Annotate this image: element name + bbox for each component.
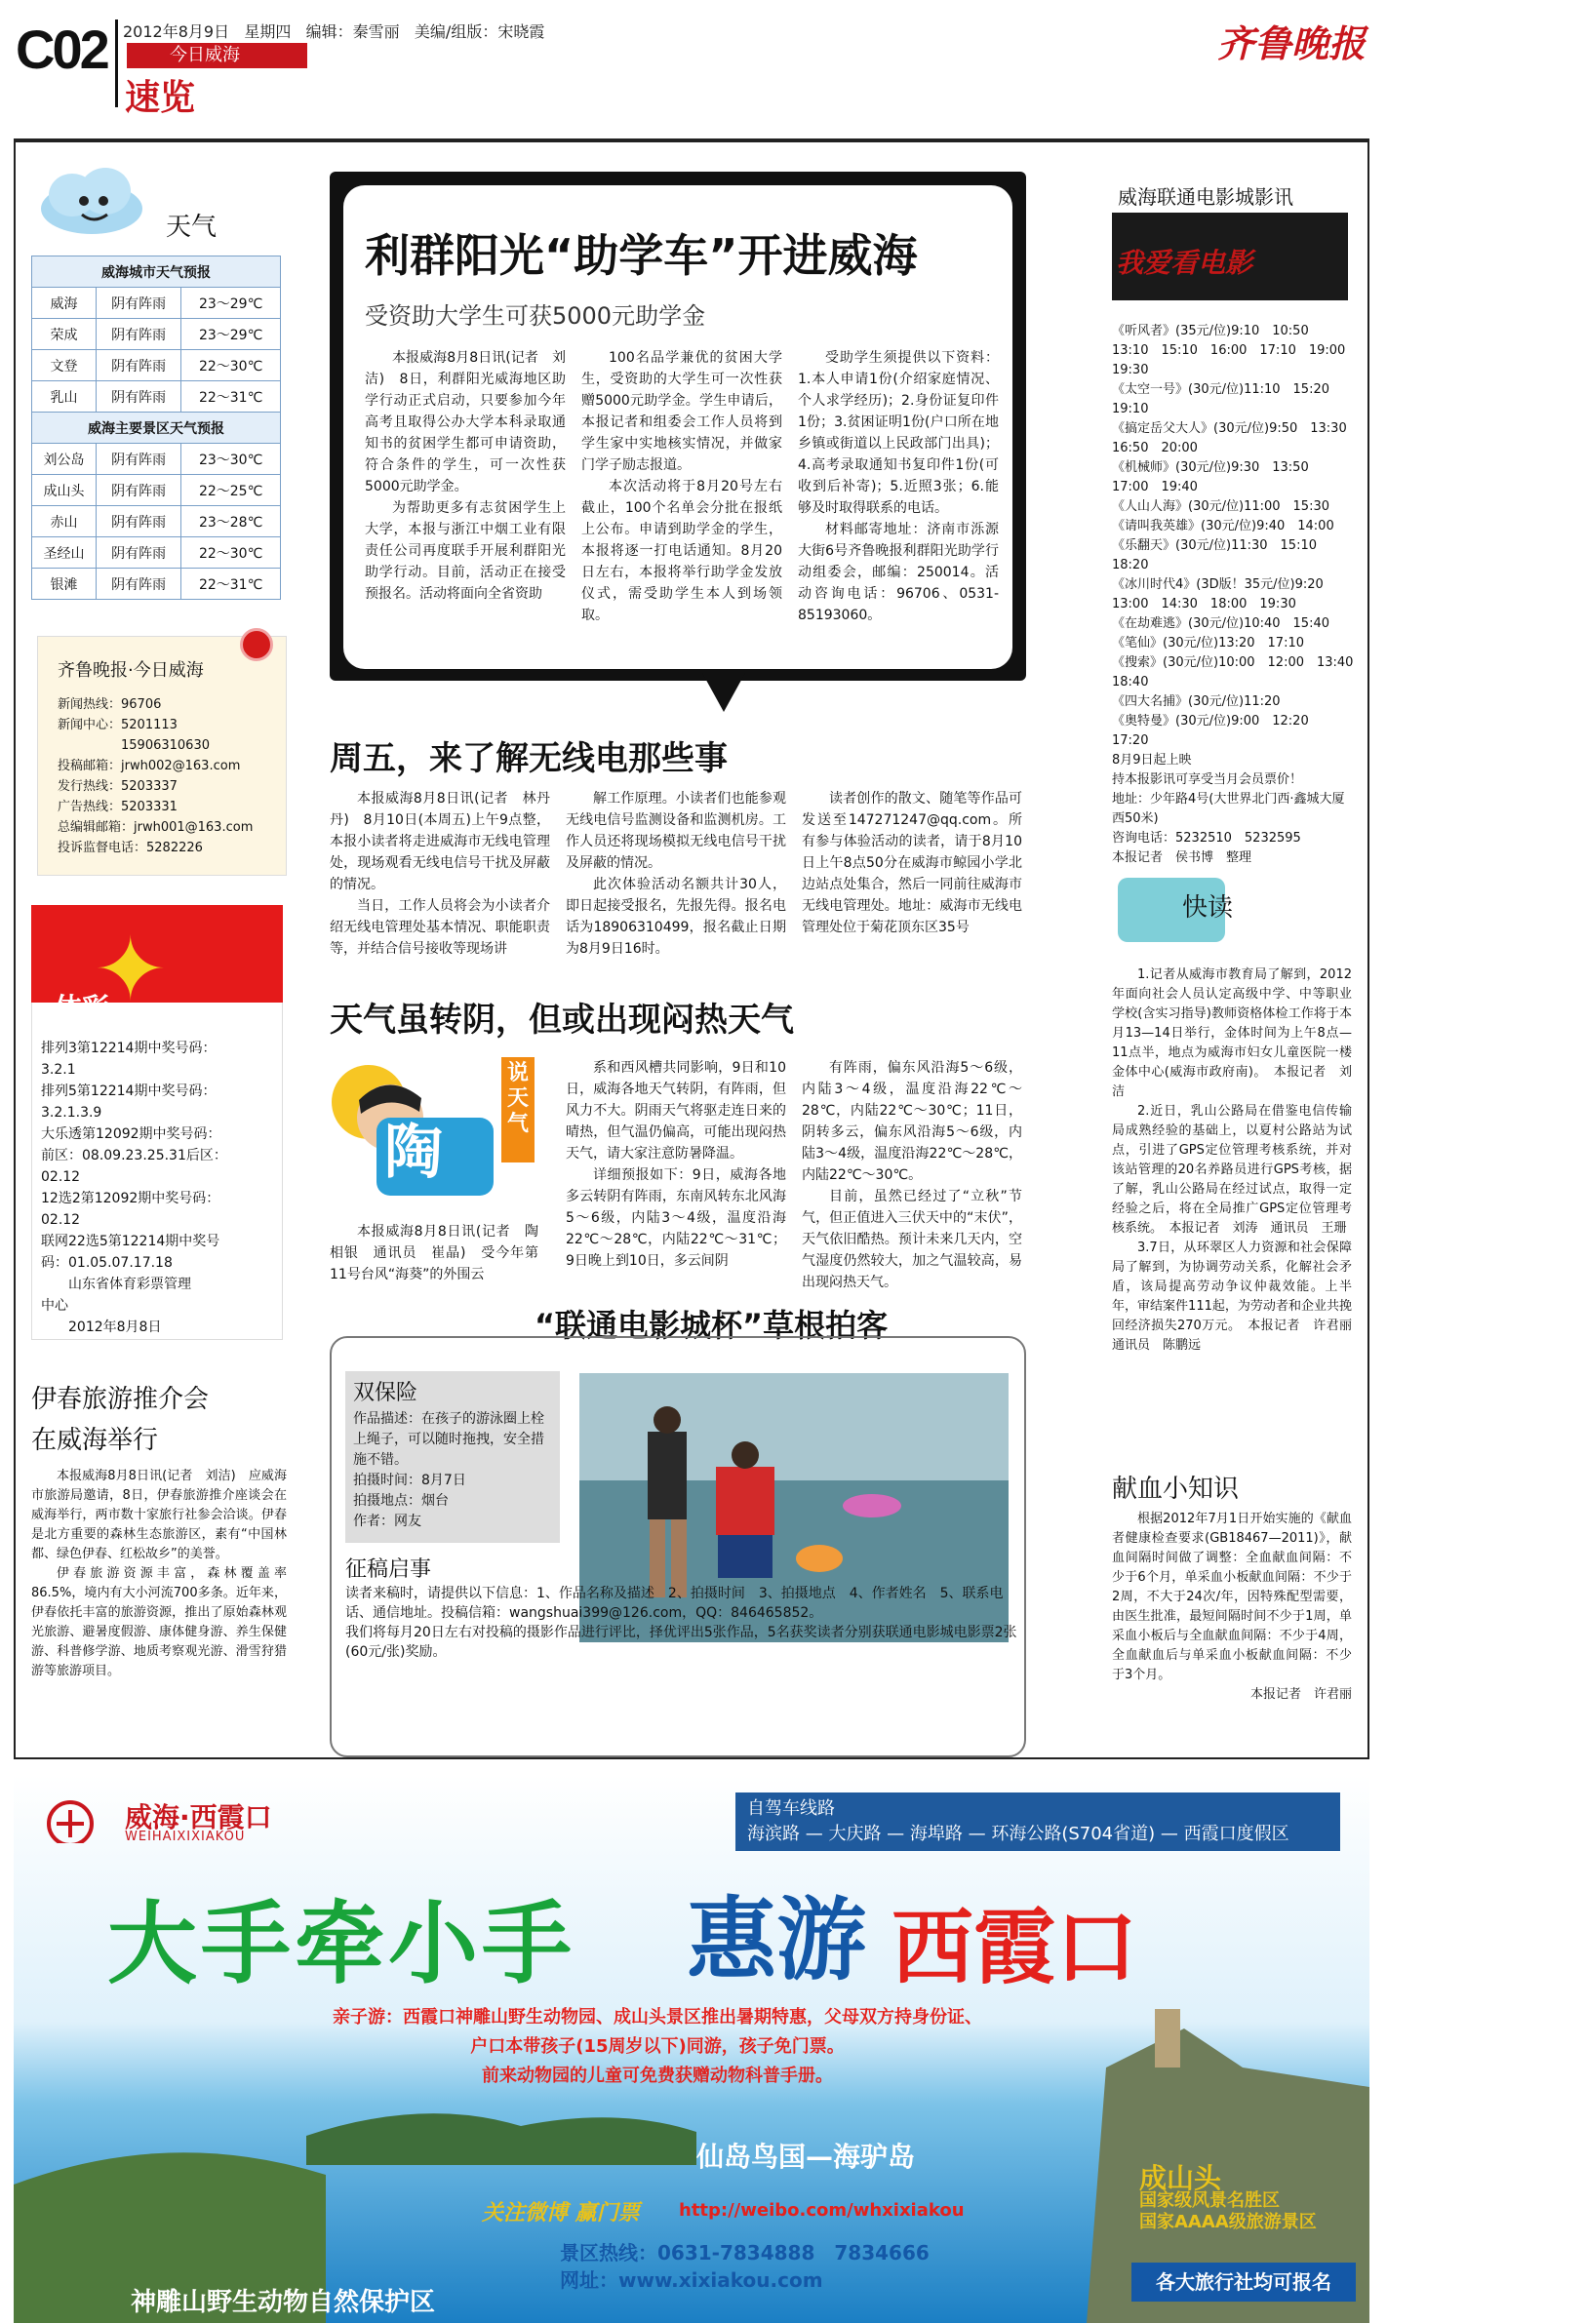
blood-title: 献血小知识 [1112,1475,1240,1504]
cinema-banner [1112,213,1348,300]
section-tag: 今日威海 [127,43,307,68]
pushpin-icon [240,628,273,661]
list-item: 《搞定岳父大人》(30元/位)9:50 13:30 16:50 20:00 [1112,421,1360,455]
weather-title: 天气 [166,213,218,242]
radio-col-3: 读者创作的散文、随笔等作品可发送至147271247@qq.com。所有参与体验活动的读者，请于8月10日上午8点50分在威海市鲸园小学北边站点处集合，然后一同前往威海市无线电管理处。地址：威海市无线电管理处位于菊花顶东区35号 [802,791,1022,935]
hot-col-2: 系和西风槽共同影响，9日和10日，威海各地天气转阴，有阵雨，但风力不大。阴雨天气将驱走连日来的晴热，但气温仍偏高，可能出现闷热天气，请大家注意防暑降温。 详细预报如下：9日，威海各地多云转阴有阵雨，东南风转东北风海5～6级，内陆3～4级，温度沿海22℃～28℃，内陆22℃～31℃；9日晚上到10日，多云间阴 [566,1060,786,1269]
lead-subtitle: 受资助大学生可获5000元助学金 [365,302,706,330]
column-tag: 说天气 [501,1057,535,1162]
ad-website[interactable]: 网址：www.xixiakou.com [560,2268,823,2292]
ad-travel: 各大旅行社均可报名 [1131,2263,1356,2302]
hot-col-3: 有阵雨，偏东风沿海5～6级，内陆3～4级，温度沿海22℃～28℃，内陆22℃～30℃；11日，阴转多云，偏东风沿海5～6级，内陆3～4级，温度沿海22℃～28℃，内陆22℃～30℃。 目前，虽然已经过了“立秋”节气，但正值进入三伏天中的“末伏”，天气依旧酷热。预计未来几天内，空气湿度仍然较大，加之气温较高，易出现闷热天气。 [802,1060,1022,1290]
header-meta [123,20,544,42]
header-editor: 编辑：秦雪丽 [305,22,400,41]
contacts-title: 齐鲁晚报·今日威海 [58,660,204,681]
ad-brand-en: WEIHAIXIXIAKOU [125,1830,246,1844]
table-row: 荣成 阴有阵雨 23～29℃ [32,319,281,350]
table-row: 银滩 阴有阵雨 22～31℃ [32,569,281,600]
header-weekday: 星期四 [244,22,292,41]
blood-body: 根据2012年7月1日开始实施的《献血者健康检查要求(GB18467—2011)》，献血间隔时间做了调整：全血献血间隔：不少于6个月，单采血小板献血间隔：不少于2周，不大于24次/年，因特殊配型需要，由医生批准，最短间隔时间不少于1周，单采血小板后与全血献血间隔：不少于4周，全血献血后与单采血小板献血间隔：不少于3个月。 本报记者 许君丽 [1112,1510,1352,1705]
list-item: 《在劫难逃》(30元/位)10:40 15:40 [1112,616,1329,631]
photo-title: 双保险 [353,1381,418,1405]
radio-headline: 周五，来了解无线电那些事 [330,739,728,778]
kuaidu-body: 1.记者从威海市教育局了解到，2012年面向社会人员认定高级中学、中等职业学校(含实习指导)教师资格体检工作将于本月13—14日举行，金体时间为上午8点—11点半，地点为威海市妇女儿童医院一楼金体中心(威海市政府南)。 本报记者 刘洁 2.近日，乳山公路局在借鉴电信传输局成熟经验的基础上，以夏村公路站为试点，引进了GPS定位管理考核系统，并对该站管理的20名养路员进行GPS考核，据了解，乳山公路局在经过试点，取得一定经验之后，将在全局推广GPS定位管理考核系统。 本报记者 刘涛 通讯员 王珊 3.7日，从环翠区人力资源和社会保障局了解到，为协调劳动关系，化解社会矛盾，该局提高劳动争议仲裁效能。上半年，审结案件111起，为劳动者和企业共挽回经济损失270万元。 本报记者 许君丽 通讯员 陈鹏远 [1112,967,1366,1353]
call-text-2: 我们将每月20日左右对投稿的摄影作品进行评比，择优评出5张作品，5名获奖读者分别获联通电影城电影票2张(60元/张)奖励。 [345,1625,1017,1660]
page-number: C02 [16,19,107,80]
route-box [735,1792,1340,1851]
ad-hotline: 景区热线：0631-7834888 7834666 [560,2241,930,2265]
lead-headline: 利群阳光“助学车”开进威海 [365,229,918,282]
contact-line: 发行热线：5203337 [58,779,178,794]
contact-line: 广告热线：5203331 [58,800,178,814]
tourism-ad [14,1775,1369,2323]
section-title: 速览 [125,78,196,118]
yichun-headline: 伊春旅游推介会 在威海举行 [31,1385,210,1455]
ad-brand: 威海·西霞口 [125,1801,272,1833]
list-item: 《冰川时代4》(3D版！35元/位)9:20 13:00 14:30 18:00 19:30 [1112,577,1336,611]
ad-promo: 亲子游：西霞口神雕山野生动物园、成山头景区推出暑期特惠，父母双方持身份证、 户口本带孩子(15周岁以下)同游，孩子免门票。 前来动物园的儿童可免费获赠动物科普手册。 [333,2007,982,2086]
cinema-title: 威海联通电影城影讯 [1118,185,1293,209]
ad-chengshantou: 成山头 [1139,2162,1222,2194]
list-item: 《奥特曼》(30元/位)9:00 12:20 17:20 [1112,714,1322,748]
masthead-logo: 齐鲁晚报 [1217,21,1367,65]
contact-line: 新闻中心：5201113 [58,718,178,732]
contact-line: 投诉监督电话：5282226 [58,841,203,855]
list-item: 《太空一号》(30元/位)11:10 15:20 19:10 [1112,382,1343,416]
list-item: 《机械师》(30元/位)9:30 13:50 17:00 19:40 [1112,460,1322,494]
film-listing [1112,322,1367,868]
hot-headline: 天气虽转阴，但或出现闷热天气 [330,1001,794,1040]
cloud-icon [33,164,150,240]
table-row: 刘公岛 阴有阵雨 23～30℃ [32,444,281,475]
table-row: 乳山 阴有阵雨 22～31℃ [32,381,281,413]
blood-byline: 本报记者 许君丽 [1249,1687,1352,1702]
ad-slogan-3: 西霞口 [892,1900,1138,1995]
list-item: 8月9日起上映 [1112,753,1192,768]
photo-caption: 双保险 作品描述：在孩子的游泳圈上栓上绳子，可以随时拖拽，安全措施不错。 拍摄时间：8月7日 拍摄地点：烟台 作者：网友 [345,1371,560,1543]
list-item: 本报记者 侯书博 整理 [1112,850,1252,865]
call-for-entries [345,1557,1018,1662]
header-designer: 美编/组版：宋晓霞 [414,22,545,41]
list-item: 《请叫我英雄》(30元/位)9:40 14:00 [1112,519,1334,533]
lead-col-1: 本报威海8月8日讯(记者 刘洁) 8日，利群阳光威海地区助学行动正式启动，只要参加今年高考且取得公办大学本科录取通知书的贫困学生都可申请资助，符合条件的学生，可一次性获5000元助学金。 为帮助更多有志贫困学生上大学，本报与浙江中烟工业有限责任公司再度联手开展利群阳光助学行动。目前，活动正在接受预报名。活动将面向全省资助 [365,350,566,602]
list-item: 《四大名捕》(30元/位)11:20 [1112,694,1281,709]
list-item: 《乐翻天》(30元/位)11:30 15:10 18:20 [1112,538,1330,572]
list-item: 《人山人海》(30元/位)11:00 15:30 [1112,499,1329,514]
ad-slogan-2: 惠游 [687,1888,867,1992]
contact-line: 投稿邮箱：jrwh002@163.com [58,759,241,773]
column-char: 陶 [384,1119,443,1187]
ad-weibo-url[interactable]: http://weibo.com/whxixiakou [679,2200,965,2221]
lead-col-2: 100名品学兼优的贫困大学生，受资助的大学生可一次性获赠5000元助学金。学生申请后，本报记者和组委会工作人员将到学生家中实地核实情况，并做家门学子励志报道。 本次活动将于8月20号左右截止，100个名单会分批在报纸上公布。申请到助学金的学生，本报将逐一打电话通知。8月20日左右，本报将举行助学金发放仪式，需受助学生本人到场领取。 [581,350,782,623]
radio-col-2: 解工作原理。小读者们也能参观无线电信号监测设备和监测机房。工作人员还将现场模拟无线电信号干扰及屏蔽的情况。 此次体验活动名额共计30人，即日起接受报名，先报先得。报名电话为18906310499，报名截止日期为8月9日16时。 [566,791,786,957]
ad-weibo: 关注微博 赢门票 [482,2201,640,2226]
route-text: 海滨路 — 大庆路 — 海埠路 — 环海公路(S704省道) — 西霞口度假区 [747,1824,1289,1844]
list-item: 《搜索》(30元/位)10:00 12:00 13:40 18:40 [1112,655,1367,689]
contact-line: 新闻热线：96706 [58,697,162,712]
ad-chengshantou-grades: 国家级风景名胜区 国家AAAA级旅游景区 [1139,2190,1317,2232]
route-title: 自驾车线路 [747,1798,835,1819]
list-item: 咨询电话：5232510 5232595 [1112,831,1301,846]
list-item: 持本报影讯可享受当月会员票价！ [1112,772,1303,787]
lottery-tag: 体彩 [55,992,110,1024]
photo-section-title: “联通电影城杯”草根拍客 [535,1307,889,1344]
lead-col-3: 受助学生须提供以下资料：1.本人申请1份(介绍家庭情况、个人求学经历)；2.身份证复印件1份；3.贫困证明1份(户口所在地乡镇或街道以上民政部门出具)；4.高考录取通知书复印件1份(可收到后补寄)；5.近照3张；6.能够及时取得联系的电话。 材料邮寄地址：济南市泺源大街6号齐鲁晚报利群阳光助学行动组委会，邮编：250014。活动咨询电话：96706、0531-85193060。 [798,350,999,623]
city-forecast-head: 威海城市天气预报 [32,256,281,288]
lottery-results: 排列3第12214期中奖号码： 3.2.1 排列5第12214期中奖号码： 3.2.1.3.9 大乐透第12092期中奖号码： 前区：08.09.23.25.31后区： 02.12 12选2第12092期中奖号码： 02.12 联网22选5第12214期中奖号 码：01.05.07.17.18 山东省体育彩票管理 中心 2012年8月8日 [41,1041,227,1335]
table-row: 赤山 阴有阵雨 23～28℃ [32,506,281,537]
contact-line: 15906310630 [58,738,210,753]
table-row: 成山头 阴有阵雨 22～25℃ [32,475,281,506]
ad-island: 仙岛鸟国—海驴岛 [696,2141,916,2173]
kuaidu-title: 快读 [1182,893,1234,923]
cinema-banner-text: 我爱看电影 [1116,247,1253,279]
header-date: 2012年8月9日 [123,22,230,41]
yichun-body: 本报威海8月8日讯(记者 刘洁) 应威海市旅游局邀请，8日，伊春旅游推介座谈会在威海举行，两市数十家旅行社参会洽谈。伊春是北方重要的森林生态旅游区，素有“中国林都、绿色伊春、红松故乡”的美誉。 伊春旅游资源丰富，森林覆盖率86.5%，境内有大小河流700多条。近年来，伊春依托丰富的旅游资源，推出了原始森林观光旅游、避暑度假游、康体健身游、养生保健游、科普修学游、地质考察观光游、滑雪狩猎游等旅游项目。 [31,1469,287,1678]
spot-forecast-head: 威海主要景区天气预报 [32,413,281,444]
call-title: 征稿启事 [345,1557,432,1582]
weather-table [31,256,281,600]
contact-line: 总编辑邮箱：jrwh001@163.com [58,820,254,835]
hot-col-1: 本报威海8月8日讯(记者 陶相银 通讯员 崔晶) 受今年第11号台风“海葵”的外围云 [330,1224,538,1282]
speech-tail [702,673,745,712]
ad-park: 神雕山野生动物自然保护区 [131,2288,436,2317]
list-item: 《笔仙》(30元/位)13:20 17:10 [1112,636,1304,650]
header-divider [115,20,118,107]
list-item: 地址：少年路4号(大世界北门西·鑫城大厦西50米) [1112,792,1345,826]
list-item: 《听风者》(35元/位)9:10 10:50 13:10 15:10 16:00 17:10 19:00 19:30 [1112,324,1359,377]
radio-col-1: 本报威海8月8日讯(记者 林丹丹) 8月10日(本周五)上午9点整，本报小读者将走进威海市无线电管理处，现场观看无线电信号干扰及屏蔽的情况。 当日，工作人员将会为小读者介绍无线电管理处基本情况、职能职责等，并结合信号接收等现场讲 [330,791,550,957]
ad-slogan-1: 大手牵小手 [107,1892,576,1996]
call-text: 读者来稿时，请提供以下信息：1、作品名称及描述 2、拍摄时间 3、拍摄地点 4、作者姓名 5、联系电话、通信地址。投稿信箱：wangshuai399@126.com，QQ：846465852。 [345,1586,1004,1621]
contacts-note [37,636,287,876]
table-row: 威海 阴有阵雨 23～29℃ [32,288,281,319]
lottery-logo-icon: ✦ [94,919,168,1021]
table-row: 文登 阴有阵雨 22～30℃ [32,350,281,381]
table-row: 圣经山 阴有阵雨 22～30℃ [32,537,281,569]
